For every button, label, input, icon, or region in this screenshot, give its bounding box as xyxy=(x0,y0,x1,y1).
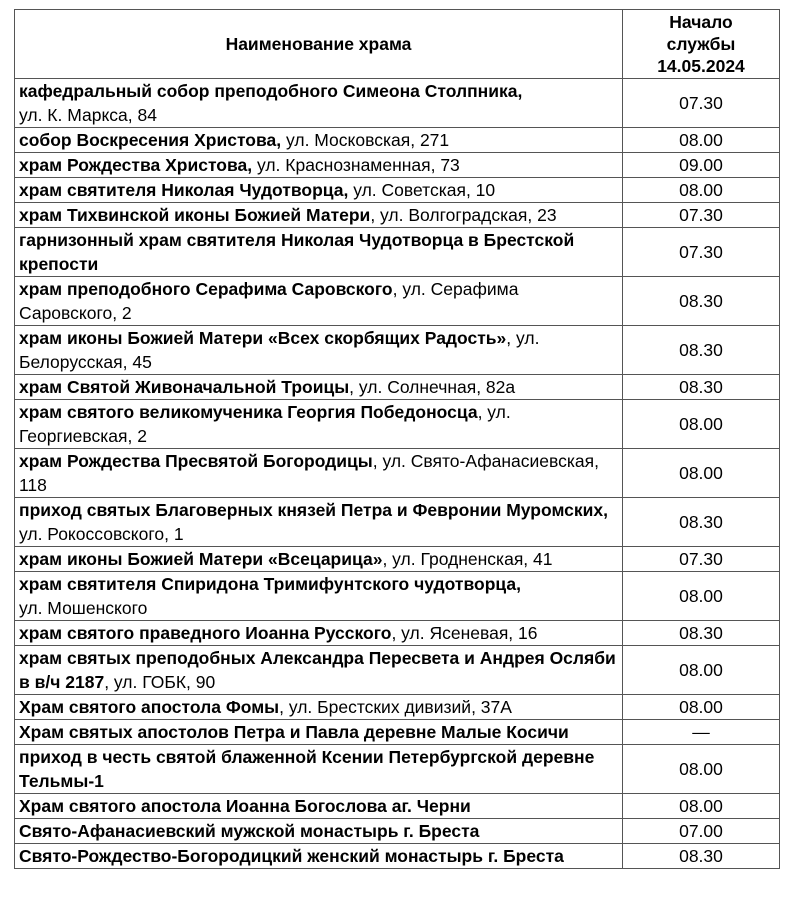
table-row xyxy=(15,720,780,745)
temple-address: ул. Краснознаменная, 73 xyxy=(252,155,460,175)
service-time: 08.00 xyxy=(623,449,780,498)
temple-name: собор Воскресения Христова, xyxy=(19,130,282,150)
temple-name: храм иконы Божией Матери «Всех скорбящих Радость» xyxy=(19,328,507,348)
temple-name-cell xyxy=(15,695,623,720)
temple-name-cell xyxy=(15,203,623,228)
table-row xyxy=(15,547,780,572)
temple-address: , ул. ГОБК, 90 xyxy=(104,672,216,692)
temple-name: храм святителя Николая Чудотворца, xyxy=(19,180,349,200)
service-time: 07.30 xyxy=(623,79,780,128)
temple-name: приход святых Благоверных князей Петра и Февронии Муромских, xyxy=(19,500,609,520)
service-time: 07.30 xyxy=(623,547,780,572)
service-time: 08.00 xyxy=(623,128,780,153)
temple-name-cell xyxy=(15,844,623,869)
temple-name-cell xyxy=(15,794,623,819)
table-row xyxy=(15,375,780,400)
service-time: 08.30 xyxy=(623,844,780,869)
table-row xyxy=(15,228,780,277)
table-row xyxy=(15,79,780,128)
temple-name: кафедральный собор преподобного Симеона Столпника, xyxy=(19,81,523,101)
table-row xyxy=(15,819,780,844)
temple-name: храм святого праведного Иоанна Русского xyxy=(19,623,392,643)
service-time: 08.00 xyxy=(623,695,780,720)
temple-name: Свято-Рождество-Богородицкий женский монастырь г. Бреста xyxy=(19,846,564,866)
service-time: 08.30 xyxy=(623,621,780,646)
service-time: 08.00 xyxy=(623,745,780,794)
temple-address: , ул. Серафима Саровского, 2 xyxy=(19,279,519,323)
temple-name-cell xyxy=(15,400,623,449)
temple-name: храм святителя Спиридона Тримифунтского чудотворца, xyxy=(19,574,521,594)
service-time: — xyxy=(623,720,780,745)
temple-name: храм святого великомученика Георгия Победоносца xyxy=(19,402,478,422)
service-time: 09.00 xyxy=(623,153,780,178)
temple-name: храм Тихвинской иконы Божией Матери xyxy=(19,205,371,225)
service-time: 08.00 xyxy=(623,572,780,621)
temple-name-cell xyxy=(15,621,623,646)
service-time: 08.30 xyxy=(623,498,780,547)
table-row xyxy=(15,621,780,646)
temple-name-cell xyxy=(15,449,623,498)
temple-address: , ул. Волгоградская, 23 xyxy=(370,205,557,225)
table-row xyxy=(15,178,780,203)
temple-address: , ул. Белорусская, 45 xyxy=(19,328,540,372)
service-time: 08.30 xyxy=(623,277,780,326)
table-row xyxy=(15,153,780,178)
temple-name: Свято-Афанасиевский мужской монастырь г. Бреста xyxy=(19,821,480,841)
temple-name: Храм святых апостолов Петра и Павла деревне Малые Косичи xyxy=(19,722,569,742)
temple-name-cell xyxy=(15,720,623,745)
temple-name: Храм святого апостола Иоанна Богослова аг. Черни xyxy=(19,796,471,816)
temple-name: храм иконы Божией Матери «Всецарица» xyxy=(19,549,383,569)
table-row xyxy=(15,203,780,228)
table-row xyxy=(15,695,780,720)
service-time: 08.00 xyxy=(623,400,780,449)
temple-address: ул. Советская, 10 xyxy=(348,180,496,200)
service-time: 07.30 xyxy=(623,228,780,277)
temple-name-cell xyxy=(15,819,623,844)
header-temple-name: Наименование храма xyxy=(15,10,623,79)
table-row xyxy=(15,449,780,498)
temple-name: храм Рождества Христова, xyxy=(19,155,253,175)
temple-name-cell xyxy=(15,498,623,547)
temple-name-cell xyxy=(15,745,623,794)
header-time-line-1: Начало xyxy=(669,12,733,32)
temple-name: храм святых преподобных Александра Пересвета и Андрея Осляби в в/ч 2187 xyxy=(19,648,616,692)
temple-address: , ул. Георгиевская, 2 xyxy=(19,402,511,446)
temple-name-cell xyxy=(15,128,623,153)
service-time: 08.00 xyxy=(623,794,780,819)
temple-address: ул. К. Маркса, 84 xyxy=(19,105,157,125)
service-time: 07.30 xyxy=(623,203,780,228)
temple-name-cell xyxy=(15,277,623,326)
table-header-row xyxy=(15,10,780,79)
temple-address: , ул. Гродненская, 41 xyxy=(382,549,553,569)
temple-name: храм Святой Живоначальной Троицы xyxy=(19,377,350,397)
service-time: 08.00 xyxy=(623,178,780,203)
table-row xyxy=(15,572,780,621)
table-row xyxy=(15,400,780,449)
header-service-start xyxy=(623,10,780,79)
temple-address: ул. Рокоссовского, 1 xyxy=(19,524,184,544)
temple-name-cell xyxy=(15,375,623,400)
temple-name-cell xyxy=(15,228,623,277)
temple-name: гарнизонный храм святителя Николая Чудотворца в Брестской крепости xyxy=(19,230,575,274)
temple-address: , ул. Солнечная, 82а xyxy=(349,377,516,397)
service-time: 08.00 xyxy=(623,646,780,695)
table-row xyxy=(15,326,780,375)
temple-address: ул. Московская, 271 xyxy=(281,130,450,150)
temple-name-cell xyxy=(15,178,623,203)
temple-name: Храм святого апостола Фомы xyxy=(19,697,280,717)
table-row xyxy=(15,498,780,547)
temple-address: , ул. Ясеневая, 16 xyxy=(391,623,538,643)
schedule-table xyxy=(14,9,780,869)
temple-name-cell xyxy=(15,326,623,375)
table-row xyxy=(15,277,780,326)
temple-name: храм преподобного Серафима Саровского xyxy=(19,279,393,299)
temple-address: , ул. Свято-Афанасиевская, 118 xyxy=(19,451,599,495)
temple-name-cell xyxy=(15,646,623,695)
table-row xyxy=(15,128,780,153)
table-row xyxy=(15,745,780,794)
temple-name-cell xyxy=(15,572,623,621)
temple-name-cell xyxy=(15,153,623,178)
table-row xyxy=(15,794,780,819)
table-row xyxy=(15,646,780,695)
header-time-date: 14.05.2024 xyxy=(657,56,745,76)
temple-address: ул. Мошенского xyxy=(19,598,148,618)
header-time-line-2: службы xyxy=(666,34,736,54)
temple-name: храм Рождества Пресвятой Богородицы xyxy=(19,451,373,471)
temple-address: , ул. Брестских дивизий, 37А xyxy=(279,697,512,717)
table-row xyxy=(15,844,780,869)
temple-name-cell xyxy=(15,79,623,128)
service-time: 07.00 xyxy=(623,819,780,844)
temple-name: приход в честь святой блаженной Ксении Петербургской деревне Тельмы-1 xyxy=(19,747,595,791)
service-time: 08.30 xyxy=(623,375,780,400)
service-time: 08.30 xyxy=(623,326,780,375)
temple-name-cell xyxy=(15,547,623,572)
